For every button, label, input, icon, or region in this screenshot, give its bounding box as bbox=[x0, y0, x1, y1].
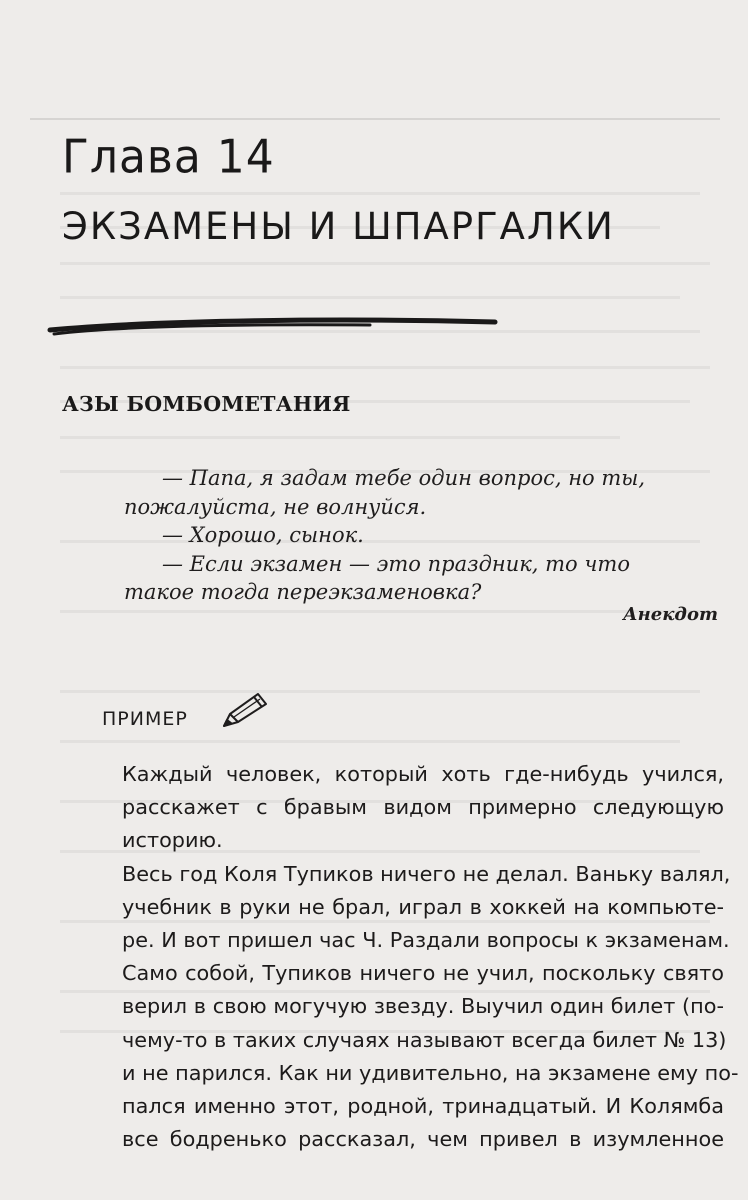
body-line: историю. bbox=[122, 828, 223, 853]
example-label: ПРИМЕР bbox=[102, 708, 188, 730]
title-underline bbox=[40, 312, 500, 342]
running-head-rule bbox=[30, 118, 720, 120]
body-line: ре. И вот пришел час Ч. Раздали вопросы к экзаменам. bbox=[122, 928, 730, 953]
epigraph-source: Анекдот bbox=[623, 604, 718, 625]
epigraph bbox=[62, 464, 722, 607]
chapter-label: Глава 14 bbox=[62, 130, 275, 185]
body-line: расскажет с бравым видом примерно следующую bbox=[122, 795, 724, 820]
body-line: Каждый человек, который хоть где-нибудь учился, bbox=[122, 762, 724, 786]
chapter-title: ЭКЗАМЕНЫ И ШПАРГАЛКИ bbox=[62, 205, 615, 248]
epigraph-line: — Хорошо, сынок. bbox=[162, 523, 364, 547]
body-text bbox=[122, 758, 739, 1156]
body-line: все бодренько рассказал, чем привел в изумленное bbox=[122, 1127, 724, 1152]
pencil-icon bbox=[218, 690, 274, 732]
section-heading: АЗЫ БОМБОМЕТАНИЯ bbox=[62, 392, 351, 416]
epigraph-line: пожалуйста, не волнуйся. bbox=[124, 494, 427, 519]
body-line: учебник в руки не брал, играл в хоккей на компьюте- bbox=[122, 894, 724, 919]
epigraph-line: — Папа, я задам тебе один вопрос, но ты, bbox=[162, 466, 646, 490]
body-line: верил в свою могучую звезду. Выучил один билет (по- bbox=[122, 994, 724, 1019]
body-line: Весь год Коля Тупиков ничего не делал. Ваньку валял, bbox=[122, 861, 731, 886]
body-line: пался именно этот, родной, тринадцатый. И Колямба bbox=[122, 1094, 724, 1119]
body-line: Само собой, Тупиков ничего не учил, поскольку свято bbox=[122, 961, 724, 986]
body-line: чему-то в таких случаях называют всегда билет № 13) bbox=[122, 1027, 727, 1052]
epigraph-line: — Если экзамен — это праздник, то что bbox=[162, 551, 630, 576]
epigraph-line: такое тогда переэкзаменовка? bbox=[124, 580, 482, 604]
body-line: и не парился. Как ни удивительно, на экзамене ему по- bbox=[122, 1060, 739, 1085]
